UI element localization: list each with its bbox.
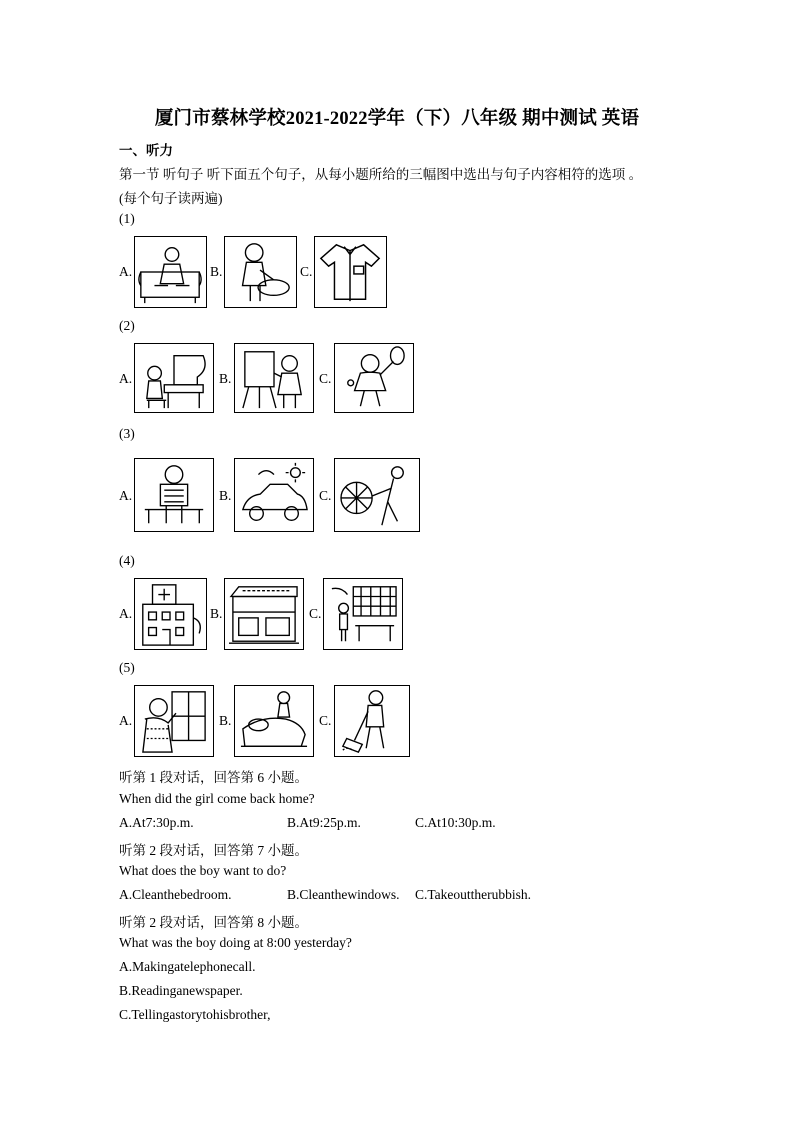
boy-washing-icon[interactable] <box>224 236 297 308</box>
question-number: (5) <box>119 660 135 675</box>
option-label: C. <box>309 606 322 621</box>
dialog-8-option-c[interactable]: C.Tellingastorytohisbrother, <box>119 1007 271 1022</box>
option-label: A. <box>119 488 133 503</box>
dialog-6-option-a[interactable]: A.At7:30p.m. <box>119 815 194 830</box>
dialog-7-option-c[interactable]: C.Takeouttherubbish. <box>415 887 532 902</box>
man-on-sofa-icon[interactable] <box>134 236 207 308</box>
dialog-6-option-c[interactable]: C.At10:30p.m. <box>415 815 496 830</box>
dialog-8-header: 听第 2 段对话，回答第 8 小题。 <box>119 915 308 930</box>
supermarket-icon[interactable] <box>224 578 304 650</box>
dialog-7-question: What does the boy want to do? <box>119 863 287 878</box>
page-title: 厦门市蔡林学校2021-2022学年（下）八年级 期中测试 英语 <box>154 109 640 129</box>
option-label: C. <box>319 488 332 503</box>
section-heading: 一、听力 <box>119 143 173 158</box>
hospital-icon[interactable] <box>134 578 207 650</box>
dialog-6-header: 听第 1 段对话，回答第 6 小题。 <box>119 770 308 785</box>
option-label: B. <box>210 264 223 279</box>
girl-piano-icon[interactable] <box>134 343 214 413</box>
dialog-6-option-b[interactable]: B.At9:25p.m. <box>287 815 361 830</box>
instruction-line-1: 第一节 听句子 听下面五个句子，从每小题所给的三幅图中选出与句子内容相符的选项 。 <box>119 167 643 182</box>
boy-painting-icon[interactable] <box>234 343 314 413</box>
library-icon[interactable] <box>323 578 403 650</box>
making-bed-icon[interactable] <box>234 685 314 757</box>
option-label: C. <box>319 371 332 386</box>
woman-window-icon[interactable] <box>134 685 214 757</box>
dialog-7-option-b[interactable]: B.Cleanthewindows. <box>287 887 400 902</box>
man-bicycle-icon[interactable] <box>334 458 420 532</box>
shirt-icon[interactable] <box>314 236 387 308</box>
option-label: B. <box>210 606 223 621</box>
option-label: A. <box>119 371 133 386</box>
question-number: (1) <box>119 211 135 226</box>
dialog-8-option-a[interactable]: A.Makingatelephonecall. <box>119 959 256 974</box>
question-number: (4) <box>119 553 135 568</box>
option-label: A. <box>119 713 133 728</box>
dialog-7-option-a[interactable]: A.Cleanthebedroom. <box>119 887 232 902</box>
boy-sweeping-icon[interactable] <box>334 685 410 757</box>
girl-tennis-icon[interactable] <box>334 343 414 413</box>
car-washing-icon[interactable] <box>234 458 314 532</box>
option-label: B. <box>219 371 232 386</box>
option-label: A. <box>119 264 133 279</box>
dialog-6-question: When did the girl come back home? <box>119 791 315 806</box>
question-number: (3) <box>119 426 135 441</box>
instruction-line-2: (每个句子读两遍) <box>119 191 223 206</box>
dialog-8-question: What was the boy doing at 8:00 yesterday? <box>119 935 352 950</box>
option-label: C. <box>300 264 313 279</box>
dialog-8-option-b[interactable]: B.Readinganewspaper. <box>119 983 243 998</box>
question-number: (2) <box>119 318 135 333</box>
dialog-7-header: 听第 2 段对话，回答第 7 小题。 <box>119 843 308 858</box>
option-label: A. <box>119 606 133 621</box>
man-reading-icon[interactable] <box>134 458 214 532</box>
option-label: B. <box>219 488 232 503</box>
option-label: C. <box>319 713 332 728</box>
option-label: B. <box>219 713 232 728</box>
